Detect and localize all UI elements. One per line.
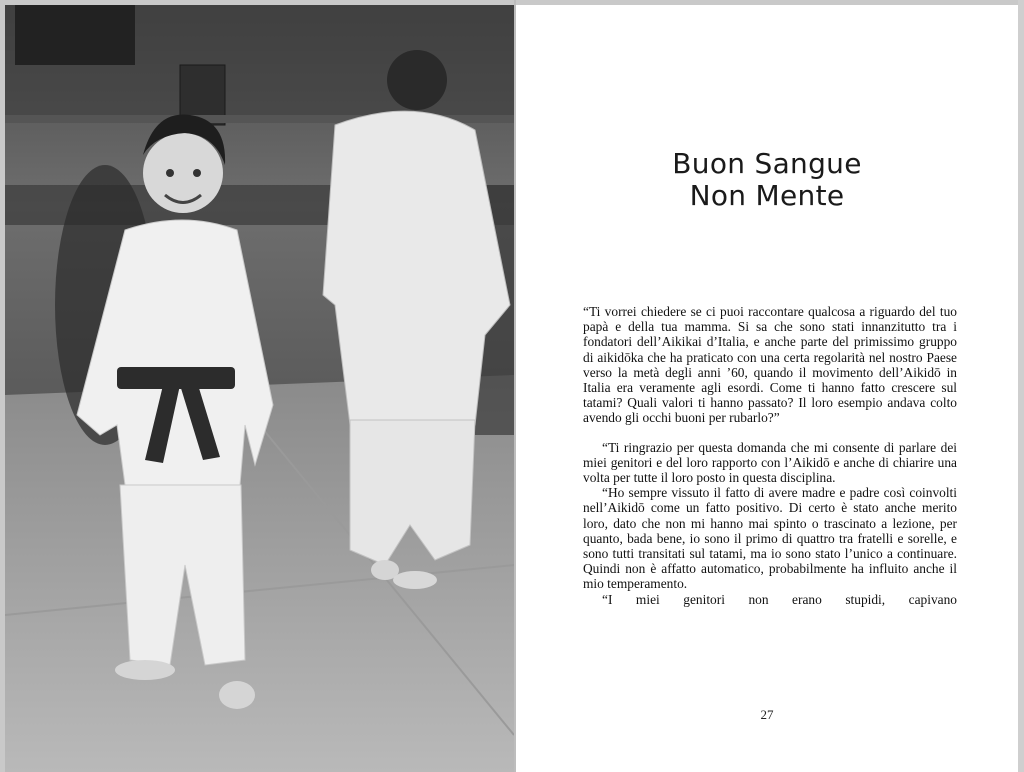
page-number: 27 xyxy=(760,707,774,722)
page-edge xyxy=(1018,0,1024,772)
text-page xyxy=(516,5,1018,772)
answer-paragraph-3: “I miei genitori non erano stupidi, capivano xyxy=(602,591,957,607)
chapter-title-line-1: Buon Sangue xyxy=(672,147,862,180)
chapter-title-line-2: Non Mente xyxy=(689,179,845,212)
interview-question: “Ti vorrei chiedere se ci puoi raccontare qualcosa a riguardo del tuo papà e della tua mamma. Si sa che sono stati innanzitutto tra i fondatori dell’Aikikai d’Italia, e anche parte del primissimo gruppo di aikidōka che ha praticato con una certa regolarità nel nostro Paese verso la metà degli anni ’60, quando il movimento dell’Aikidō in Italia era veramente agli esordi. Come ti hanno fatto crescere sul tatami? Quali valori ti hanno passato? Il loro esempio andava colto avendo gli occhi buoni per rubarlo?” xyxy=(583,304,957,426)
chapter-title xyxy=(516,148,1018,212)
answer-paragraph-1: “Ti ringrazio per questa domanda che mi consente di parlare dei miei genitori e del loro rapporto con l’Aikidō e anche di chiarire una volta per tutte il loro posto in questa disciplina. xyxy=(583,439,957,486)
body-text xyxy=(583,304,957,607)
answer-paragraph-2: “Ho sempre vissuto il fatto di avere madre e padre così coinvolti nell’Aikidō come un fatto positivo. Di certo è stato anche merito loro, dato che non mi hanno mai spinto o trascinato a lezione, per quanto, bada bene, io sono il primo di quattro tra fratelli e sorelle, e sono tutti transitati sul tatami, ma io sono stato l’unico a continuare. Quindi non è affatto automatico, probabilmente ha influito anche il mio temperamento. xyxy=(583,485,957,592)
photo-icon xyxy=(5,5,514,772)
photo-page xyxy=(5,5,514,772)
